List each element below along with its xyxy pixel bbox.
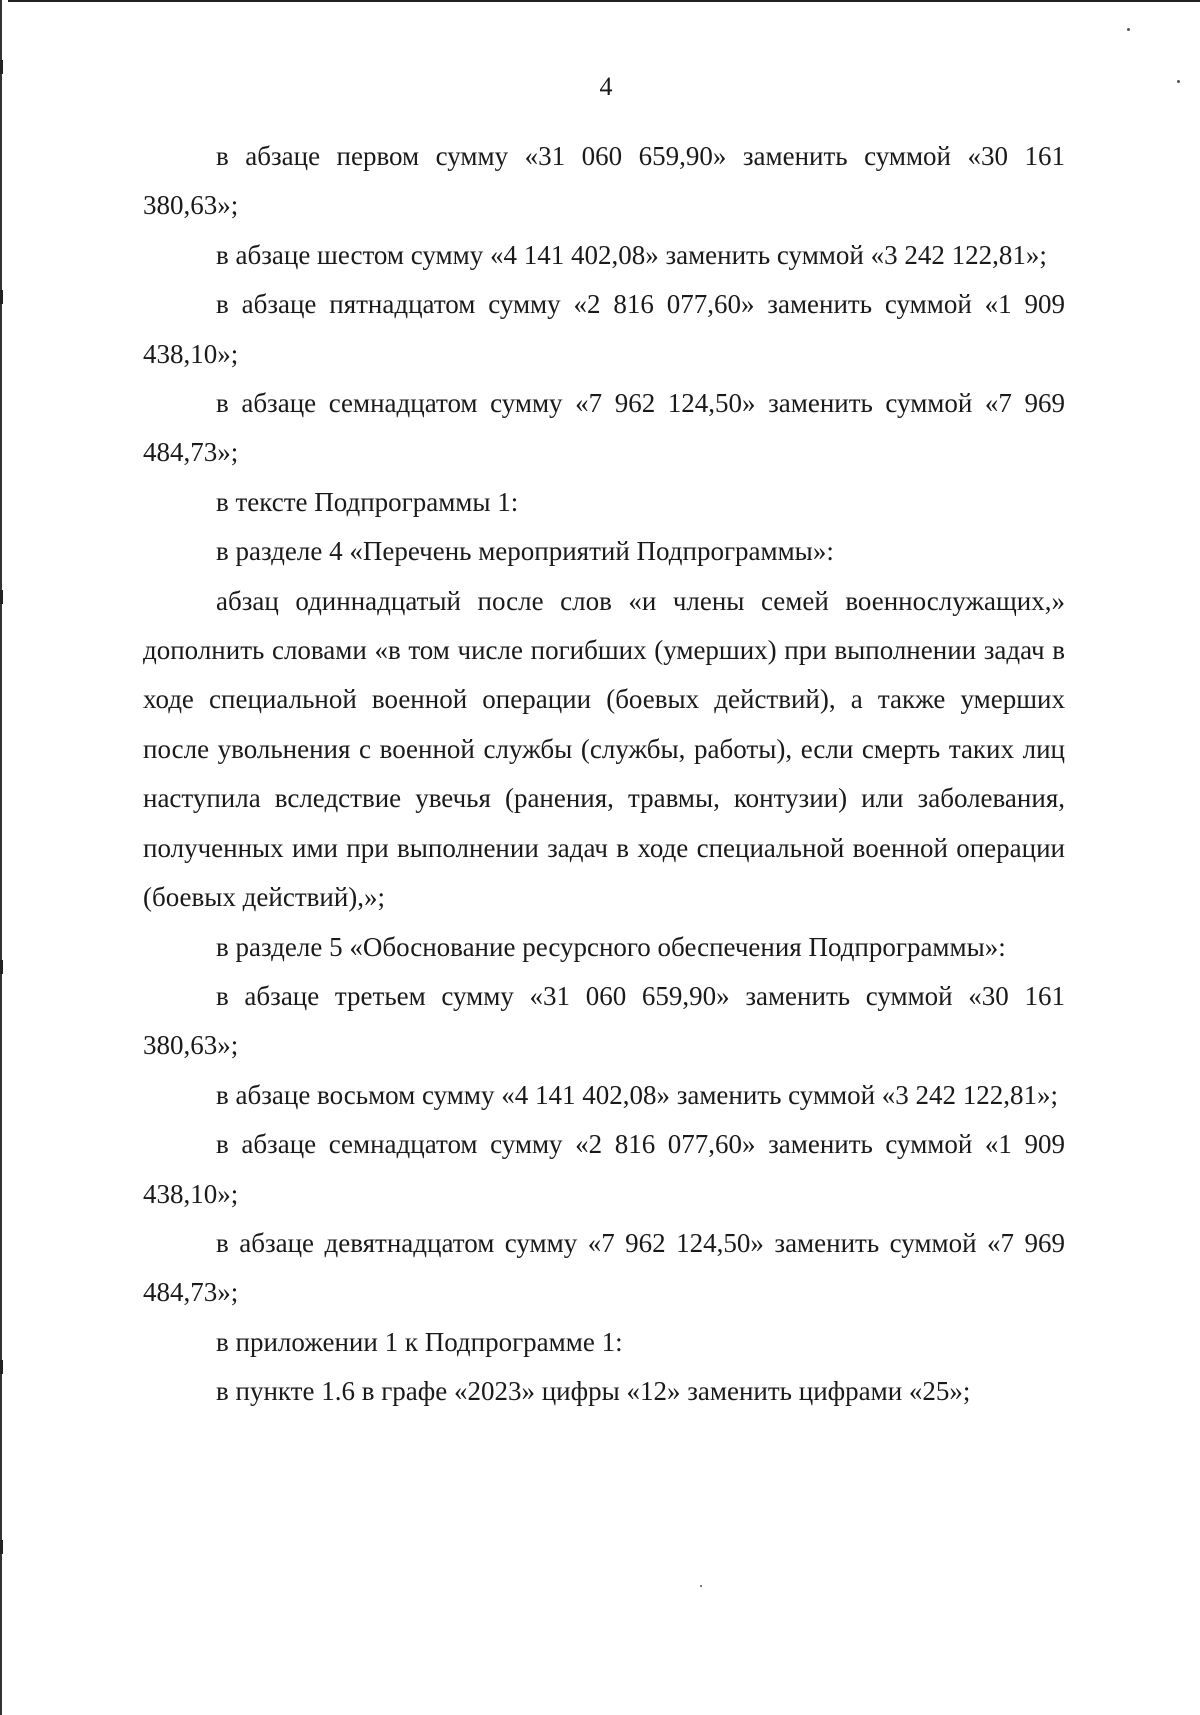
paragraph: в разделе 5 «Обоснование ресурсного обеспечения Подпрограммы»: [216,931,1006,962]
page-number: 4 [599,72,613,101]
paragraph: в абзаце первом сумму «31 060 659,90» заменить суммой «30 161 380,63»; [143,141,1065,221]
paragraph: в абзаце пятнадцатом сумму «2 816 077,60» заменить суммой «1 909 438,10»; [143,289,1065,369]
scan-left-edge [0,0,2,1715]
scan-speck [1127,28,1130,31]
scan-top-edge [8,0,1200,2]
paragraph: в абзаце семнадцатом сумму «2 816 077,60» заменить суммой «1 909 438,10»; [143,1129,1065,1209]
paragraph: в пункте 1.6 в графе «2023» цифры «12» заменить цифрами «25»; [216,1376,971,1407]
paragraph: в тексте Подпрограммы 1: [216,486,519,517]
paragraph: в абзаце девятнадцатом сумму «7 962 124,50» заменить суммой «7 969 484,73»; [143,1227,1065,1308]
paragraph: в абзаце восьмом сумму «4 141 402,08» заменить суммой «3 242 122,81»; [216,1079,1059,1110]
paragraph: в абзаце третьем сумму «31 060 659,90» заменить суммой «30 161 380,63»; [143,980,1065,1061]
paragraph: в приложении 1 к Подпрограмме 1: [216,1326,623,1357]
scan-speck [700,1585,702,1587]
document-body [143,132,1065,1417]
paragraph: в абзаце шестом сумму «4 141 402,08» заменить суммой «3 242 122,81»; [216,239,1047,270]
paragraph: в абзаце семнадцатом сумму «7 962 124,50» заменить суммой «7 969 484,73»; [143,388,1065,468]
paragraph: абзац одиннадцатый после слов «и члены семей военнослужащих,» дополнить словами «в том числе погибших (умерших) при выполнении задач в ходе специальной военной операции (боевых действий), а также умерших после увольнения с военной службы (службы, работы), если смерть таких лиц наступила вследствие увечья (ранения, травмы, контузии) или заболевания, полученных ими при выполнении задач в ходе специальной военной операции (боевых действий),»; [143,585,1065,913]
paragraph: в разделе 4 «Перечень мероприятий Подпрограммы»: [216,536,834,567]
